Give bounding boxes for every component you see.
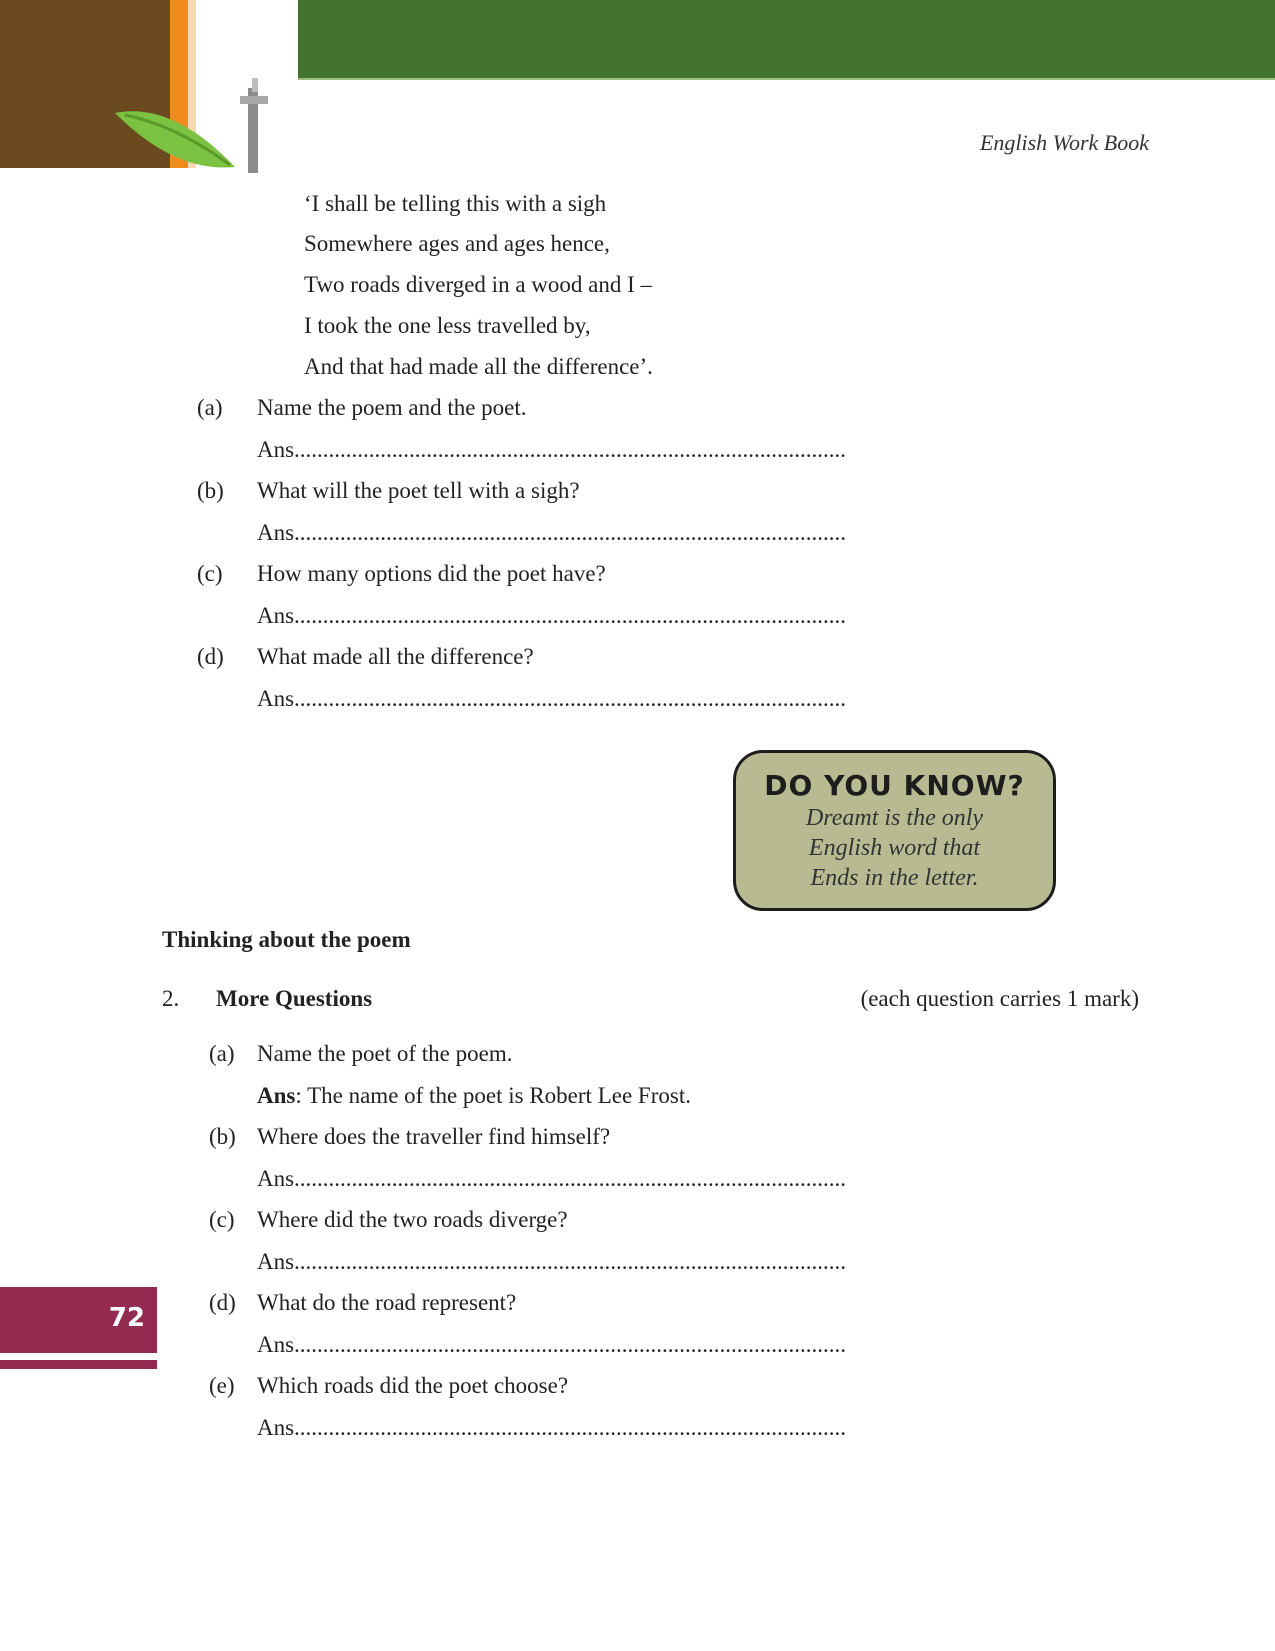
question-label: (c) xyxy=(209,1207,235,1232)
question-label: (e) xyxy=(209,1373,235,1398)
marks-note: (each question carries 1 mark) xyxy=(860,986,1139,1011)
section-heading: More Questions xyxy=(216,986,373,1011)
answer-line[interactable]: Ans................................................................................................ xyxy=(257,1166,847,1191)
question-label: (a) xyxy=(209,1041,235,1066)
leaf-icon xyxy=(115,105,235,175)
question-text: How many options did the poet have? xyxy=(257,561,606,586)
do-you-know-line: Ends in the letter. xyxy=(810,865,979,891)
do-you-know-title: DO YOU KNOW? xyxy=(764,769,1025,802)
page-tab-underline xyxy=(0,1360,157,1369)
poem-line: ‘I shall be telling this with a sigh xyxy=(304,191,607,216)
answer-line[interactable]: Ans................................................................................................ xyxy=(257,1249,847,1274)
answer-bold-label: Ans xyxy=(257,1083,296,1108)
question-label: (d) xyxy=(209,1290,236,1315)
poem-line: Somewhere ages and ages hence, xyxy=(304,231,610,256)
answer-line[interactable]: Ans................................................................................................ xyxy=(257,1332,847,1357)
question-text: Which roads did the poet choose? xyxy=(257,1373,569,1398)
page-number-tab xyxy=(0,1287,157,1353)
question-text: What do the road represent? xyxy=(257,1290,517,1315)
answer-line[interactable]: Ans................................................................................................ xyxy=(257,603,847,628)
question-text: Name the poet of the poem. xyxy=(257,1041,513,1066)
answer-line[interactable]: Ans................................................................................................ xyxy=(257,1415,847,1440)
poem-line: I took the one less travelled by, xyxy=(304,313,591,338)
header-green-bar xyxy=(298,0,1275,78)
question-text: What made all the difference? xyxy=(257,644,534,669)
answer-text xyxy=(257,1081,691,1111)
answer-content: : The name of the poet is Robert Lee Frost. xyxy=(295,1083,691,1108)
signpost-icon xyxy=(238,78,270,173)
question-label: (c) xyxy=(197,561,223,586)
question-label: (b) xyxy=(197,478,224,503)
poem-line: And that had made all the difference’. xyxy=(304,354,653,379)
question-label: (d) xyxy=(197,644,224,669)
page-header-title: English Work Book xyxy=(979,130,1149,155)
answer-line[interactable]: Ans................................................................................................ xyxy=(257,520,847,545)
question-text: What will the poet tell with a sigh? xyxy=(257,478,580,503)
do-you-know-line: Dreamt is the only xyxy=(805,805,984,831)
section-number: 2. xyxy=(162,986,180,1011)
question-text: Where does the traveller find himself? xyxy=(257,1124,611,1149)
question-text: Name the poem and the poet. xyxy=(257,395,527,420)
answer-line[interactable]: Ans................................................................................................ xyxy=(257,686,847,711)
question-label: (a) xyxy=(197,395,223,420)
section-title: Thinking about the poem xyxy=(162,927,411,952)
do-you-know-line: English word that xyxy=(808,835,981,861)
do-you-know-box xyxy=(733,750,1056,911)
question-label: (b) xyxy=(209,1124,236,1149)
page-number: 72 xyxy=(108,1303,145,1333)
poem-line: Two roads diverged in a wood and I – xyxy=(304,272,652,297)
question-text: Where did the two roads diverge? xyxy=(257,1207,568,1232)
header-green-line xyxy=(298,78,1275,80)
answer-line[interactable]: Ans................................................................................................ xyxy=(257,437,847,462)
